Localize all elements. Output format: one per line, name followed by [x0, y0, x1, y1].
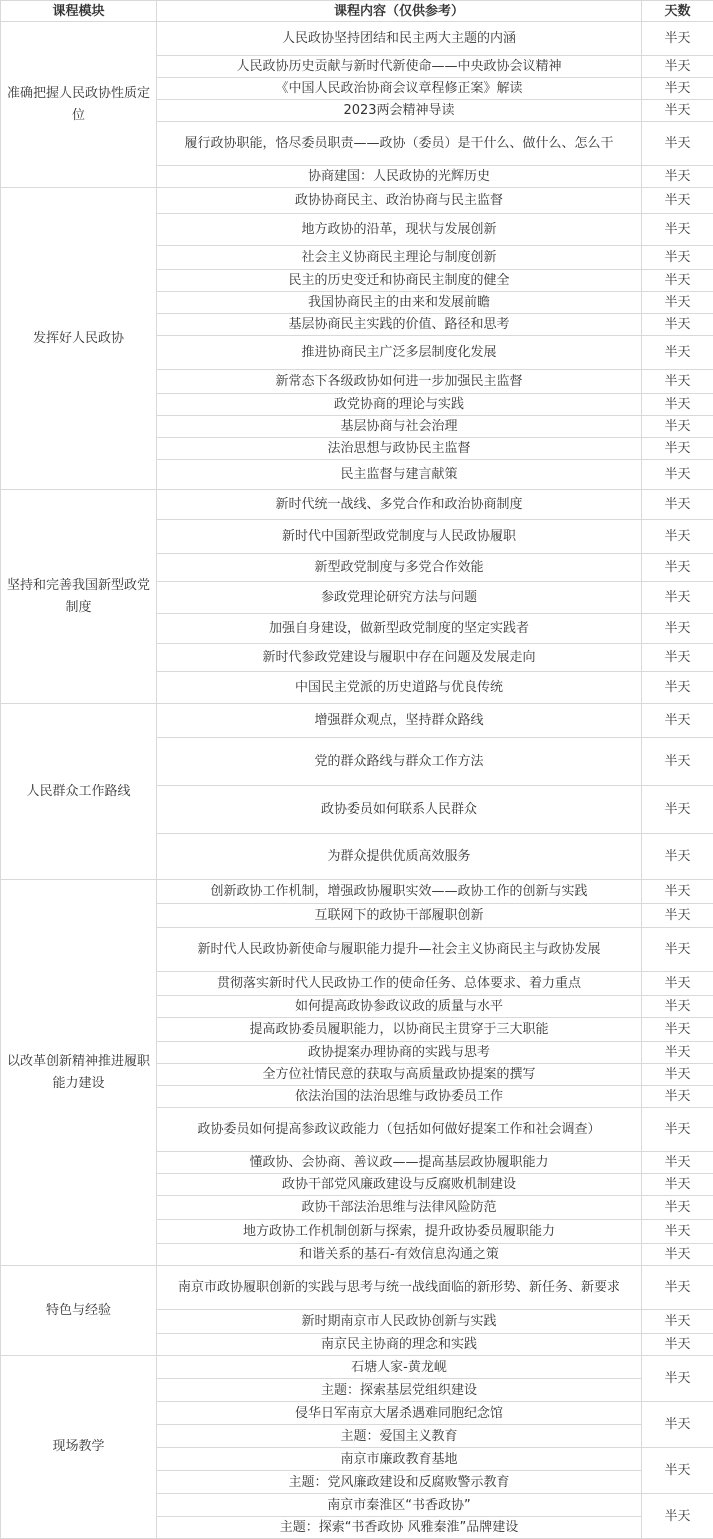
course-days: 半天 [642, 78, 713, 100]
course-content: 南京民主协商的理念和实践 [157, 1334, 642, 1356]
course-content: 政协委员如何提高参政议政能力（包括如何做好提案工作和社会调查） [157, 1108, 642, 1152]
course-days: 半天 [642, 370, 713, 394]
course-days: 半天 [642, 1402, 713, 1448]
course-content: 地方政协工作机制创新与探索，提升政协委员履职能力 [157, 1220, 642, 1244]
module-cell: 坚持和完善我国新型政党制度 [1, 490, 157, 704]
course-days: 半天 [642, 314, 713, 336]
table-row [1, 490, 713, 520]
site-place: 南京市秦淮区“书香政协” [157, 1494, 642, 1517]
course-days: 半天 [642, 1310, 713, 1334]
header-row [1, 1, 713, 22]
course-content: 新型政党制度与多党合作效能 [157, 554, 642, 582]
course-days: 半天 [642, 1064, 713, 1086]
course-content: 人民政协坚持团结和民主两大主题的内涵 [157, 22, 642, 56]
course-days: 半天 [642, 1448, 713, 1494]
course-days: 半天 [642, 582, 713, 614]
course-days: 半天 [642, 246, 713, 270]
course-days: 半天 [642, 834, 713, 880]
course-content: 南京市政协履职创新的实践与思考与统一战线面临的新形势、新任务、新要求 [157, 1266, 642, 1310]
course-days: 半天 [642, 614, 713, 644]
course-content: 贯彻落实新时代人民政协工作的使命任务、总体要求、着力重点 [157, 972, 642, 996]
module-cell: 发挥好人民政协 [1, 188, 157, 490]
course-content: 法治思想与政协民主监督 [157, 438, 642, 460]
course-days: 半天 [642, 188, 713, 214]
module-cell: 准确把握人民政协性质定位 [1, 22, 157, 188]
course-days: 半天 [642, 672, 713, 704]
module-cell: 现场教学 [1, 1356, 157, 1539]
course-content: 政协干部党风廉政建设与反腐败机制建设 [157, 1174, 642, 1196]
course-days: 半天 [642, 928, 713, 972]
course-days: 半天 [642, 738, 713, 786]
course-days: 半天 [642, 880, 713, 904]
course-content: 互联网下的政协干部履职创新 [157, 904, 642, 928]
course-content: 新时代中国新型政党制度与人民政协履职 [157, 520, 642, 554]
module-cell: 特色与经验 [1, 1266, 157, 1356]
course-content: 社会主义协商民主理论与制度创新 [157, 246, 642, 270]
course-days: 半天 [642, 460, 713, 490]
course-content: 政协干部法治思维与法律风险防范 [157, 1196, 642, 1220]
course-content: 地方政协的沿革，现状与发展创新 [157, 214, 642, 246]
course-content: 履行政协职能，恪尽委员职责——政协（委员）是干什么、做什么、怎么干 [157, 122, 642, 166]
course-content: 新时代参政党建设与履职中存在问题及发展走向 [157, 644, 642, 672]
course-days: 半天 [642, 1244, 713, 1266]
course-content: 政协委员如何联系人民群众 [157, 786, 642, 834]
course-days: 半天 [642, 1196, 713, 1220]
course-days: 半天 [642, 1356, 713, 1402]
course-content: 协商建国：人民政协的光辉历史 [157, 166, 642, 188]
course-content: 民主的历史变迁和协商民主制度的健全 [157, 270, 642, 292]
course-content: 创新政协工作机制，增强政协履职实效——政协工作的创新与实践 [157, 880, 642, 904]
course-days: 半天 [642, 100, 713, 122]
course-days: 半天 [642, 336, 713, 370]
course-content: 新时期南京市人民政协创新与实践 [157, 1310, 642, 1334]
table-row [1, 188, 713, 214]
course-content: 我国协商民主的由来和发展前瞻 [157, 292, 642, 314]
course-content: 中国民主党派的历史道路与优良传统 [157, 672, 642, 704]
module-cell: 人民群众工作路线 [1, 704, 157, 880]
course-days: 半天 [642, 56, 713, 78]
module-cell: 以改革创新精神推进履职能力建设 [1, 880, 157, 1266]
header-module: 课程模块 [1, 1, 157, 22]
course-days: 半天 [642, 270, 713, 292]
course-content: 如何提高政协参政议政的质量与水平 [157, 996, 642, 1018]
course-days: 半天 [642, 704, 713, 738]
course-days: 半天 [642, 554, 713, 582]
course-content: 党的群众路线与群众工作方法 [157, 738, 642, 786]
header-content: 课程内容（仅供参考） [157, 1, 642, 22]
course-days: 半天 [642, 416, 713, 438]
header-days: 天数 [642, 1, 713, 22]
course-days: 半天 [642, 394, 713, 416]
course-days: 半天 [642, 1174, 713, 1196]
course-days: 半天 [642, 972, 713, 996]
course-content: 推进协商民主广泛多层制度化发展 [157, 336, 642, 370]
course-days: 半天 [642, 996, 713, 1018]
course-content: 《中国人民政治协商会议章程修正案》解读 [157, 78, 642, 100]
course-days: 半天 [642, 520, 713, 554]
course-days: 半天 [642, 490, 713, 520]
course-days: 半天 [642, 1334, 713, 1356]
course-content: 新常态下各级政协如何进一步加强民主监督 [157, 370, 642, 394]
course-days: 半天 [642, 1266, 713, 1310]
course-content: 参政党理论研究方法与问题 [157, 582, 642, 614]
table-row [1, 1356, 713, 1379]
course-content: 全方位社情民意的获取与高质量政协提案的撰写 [157, 1064, 642, 1086]
course-content: 懂政协、会协商、善议政——提高基层政协履职能力 [157, 1152, 642, 1174]
site-place: 石塘人家-黄龙岘 [157, 1356, 642, 1379]
table-row [1, 22, 713, 56]
course-content: 政协提案办理协商的实践与思考 [157, 1042, 642, 1064]
course-content: 依法治国的法治思维与政协委员工作 [157, 1086, 642, 1108]
course-days: 半天 [642, 1494, 713, 1539]
course-content: 民主监督与建言献策 [157, 460, 642, 490]
site-theme: 主题：爱国主义教育 [157, 1425, 642, 1448]
course-content: 基层协商与社会治理 [157, 416, 642, 438]
course-days: 半天 [642, 1018, 713, 1042]
course-days: 半天 [642, 786, 713, 834]
course-days: 半天 [642, 22, 713, 56]
course-days: 半天 [642, 644, 713, 672]
course-days: 半天 [642, 438, 713, 460]
course-content: 2023两会精神导读 [157, 100, 642, 122]
course-days: 半天 [642, 122, 713, 166]
course-content: 和谐关系的基石-有效信息沟通之策 [157, 1244, 642, 1266]
site-theme: 主题：探索“书香政协 风雅秦淮”品牌建设 [157, 1517, 642, 1539]
course-content: 新时代统一战线、多党合作和政治协商制度 [157, 490, 642, 520]
course-days: 半天 [642, 1042, 713, 1064]
site-theme: 主题：探索基层党组织建设 [157, 1379, 642, 1402]
course-days: 半天 [642, 1108, 713, 1152]
course-days: 半天 [642, 1220, 713, 1244]
course-content: 提高政协委员履职能力，以协商民主贯穿于三大职能 [157, 1018, 642, 1042]
course-days: 半天 [642, 292, 713, 314]
course-content: 为群众提供优质高效服务 [157, 834, 642, 880]
course-days: 半天 [642, 1086, 713, 1108]
course-content: 人民政协历史贡献与新时代新使命——中央政协会议精神 [157, 56, 642, 78]
table-row [1, 880, 713, 904]
course-days: 半天 [642, 166, 713, 188]
site-place: 侵华日军南京大屠杀遇难同胞纪念馆 [157, 1402, 642, 1425]
table-row [1, 1266, 713, 1310]
course-content: 政协协商民主、政治协商与民主监督 [157, 188, 642, 214]
course-content: 基层协商民主实践的价值、路径和思考 [157, 314, 642, 336]
course-days: 半天 [642, 904, 713, 928]
site-theme: 主题：党风廉政建设和反腐败警示教育 [157, 1471, 642, 1494]
course-content: 加强自身建设，做新型政党制度的坚定实践者 [157, 614, 642, 644]
course-content: 政党协商的理论与实践 [157, 394, 642, 416]
course-days: 半天 [642, 214, 713, 246]
table-row [1, 704, 713, 738]
course-content: 新时代人民政协新使命与履职能力提升—社会主义协商民主与政协发展 [157, 928, 642, 972]
course-content: 增强群众观点，坚持群众路线 [157, 704, 642, 738]
site-place: 南京市廉政教育基地 [157, 1448, 642, 1471]
course-days: 半天 [642, 1152, 713, 1174]
